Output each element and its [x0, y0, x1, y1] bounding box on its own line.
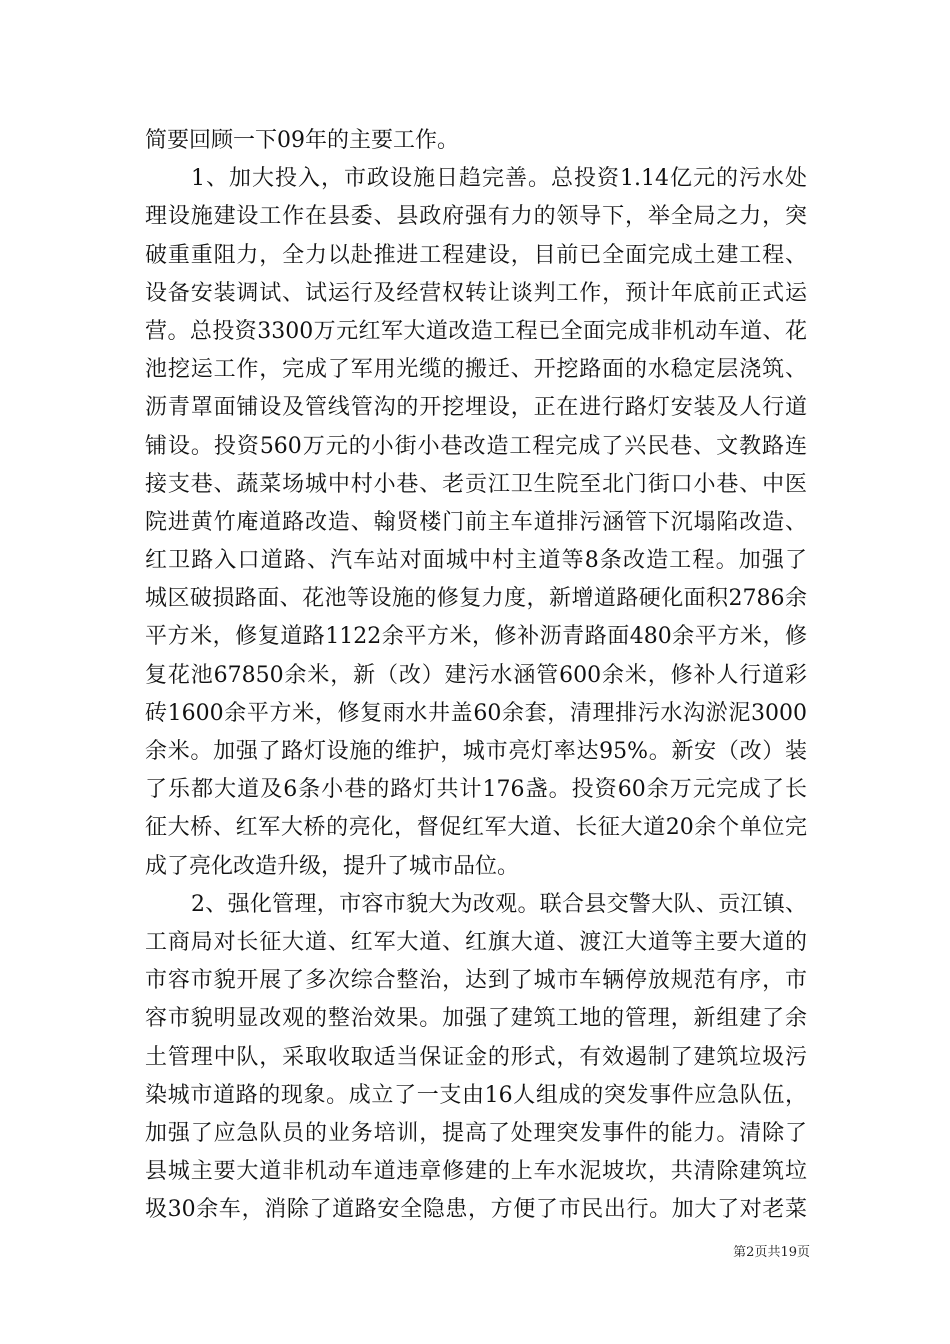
text-line: 平方米，修复道路1122余平方米，修补沥青路面480余平方米，修: [145, 624, 807, 650]
text-line: 简要回顾一下09年的主要工作。: [145, 128, 459, 153]
text-line: 染城市道路的现象。成立了一支由16人组成的突发事件应急队伍，: [145, 1082, 807, 1108]
text-line: 成了亮化改造升级，提升了城市品位。: [145, 853, 520, 879]
text-line: 院进黄竹庵道路改造、翰贤楼门前主车道排污涵管下沉塌陷改造、: [145, 509, 807, 535]
text-line: 余米。加强了路灯设施的维护，城市亮灯率达95%。新安（改）装: [145, 739, 807, 764]
text-line: 接支巷、蔬菜场城中村小巷、老贡江卫生院至北门街口小巷、中医: [145, 471, 807, 497]
text-line: 县城主要大道非机动车道违章修建的上车水泥坡坎，共清除建筑垃: [145, 1159, 807, 1185]
text-line: 破重重阻力，全力以赴推进工程建设，目前已全面完成土建工程、: [145, 242, 807, 268]
text-line: 城区破损路面、花池等设施的修复力度，新增道路硬化面积2786余: [145, 586, 807, 612]
text-line: 设备安装调试、试运行及经营权转让谈判工作，预计年底前正式运: [145, 280, 807, 306]
text-line: 复花池67850余米，新（改）建污水涵管600余米，修补人行道彩: [145, 662, 807, 688]
text-line: 铺设。投资560万元的小街小巷改造工程完成了兴民巷、文教路连: [145, 433, 807, 459]
text-line: 征大桥、红军大桥的亮化，督促红军大道、长征大道20余个单位完: [145, 815, 807, 841]
text-line: 圾30余车，消除了道路安全隐患，方便了市民出行。加大了对老菜: [145, 1197, 807, 1223]
document-body: [145, 122, 807, 1229]
text-line: 理设施建设工作在县委、县政府强有力的领导下，举全局之力，突: [145, 204, 807, 230]
text-line: 容市貌明显改观的整治效果。加强了建筑工地的管理，新组建了余: [145, 1006, 807, 1032]
text-line: 了乐都大道及6条小巷的路灯共计176盏。投资60余万元完成了长: [145, 777, 807, 803]
text-line: 营。总投资3300万元红军大道改造工程已全面完成非机动车道、花: [145, 318, 807, 344]
text-line: 红卫路入口道路、汽车站对面城中村主道等8条改造工程。加强了: [145, 548, 807, 574]
text-line: 1、加大投入，市政设施日趋完善。总投资1.14亿元的污水处: [191, 166, 807, 192]
text-line: 土管理中队，采取收取适当保证金的形式，有效遏制了建筑垃圾污: [145, 1044, 807, 1070]
text-line: 2、强化管理，市容市貌大为改观。联合县交警大队、贡江镇、: [191, 891, 807, 917]
text-line: 沥青罩面铺设及管线管沟的开挖埋设，正在进行路灯安装及人行道: [145, 395, 807, 421]
text-line: 池挖运工作，完成了军用光缆的搬迁、开挖路面的水稳定层浇筑、: [145, 357, 807, 383]
text-line: 加强了应急队员的业务培训，提高了处理突发事件的能力。清除了: [145, 1120, 807, 1146]
text-line: 砖1600余平方米，修复雨水井盖60余套，清理排污水沟淤泥3000: [145, 700, 807, 726]
text-line: 市容市貌开展了多次综合整治，达到了城市车辆停放规范有序，市: [145, 968, 807, 994]
text-line: 工商局对长征大道、红军大道、红旗大道、渡江大道等主要大道的: [145, 929, 807, 955]
page-number: 第2页共19页: [733, 1245, 810, 1260]
